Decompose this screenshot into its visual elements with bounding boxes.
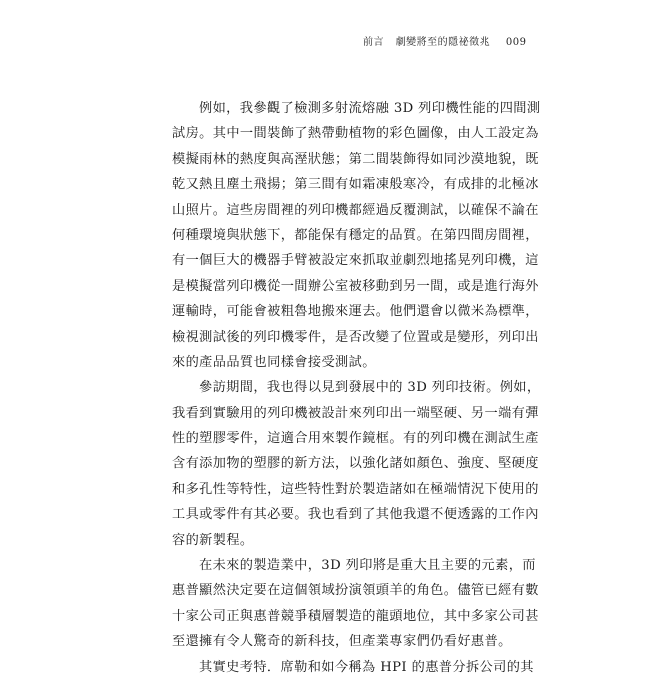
text-line: 我看到實驗用的列印機被設計來列印出一端堅硬、另一端有彈 — [172, 405, 539, 421]
running-head-title: 劇變將至的隱祕徵兆 — [395, 37, 491, 48]
text-line: 至還擁有令人驚奇的新科技，但產業專家們仍看好惠普。 — [172, 634, 512, 650]
text-line: 山照片。這些房間裡的列印機都經過反覆測試，以確保不論在 — [172, 202, 539, 218]
text-line: 和多孔性等特性，這些特性對於製造諸如在極端情況下使用的 — [172, 481, 539, 497]
text-line: 運輸時，可能會被粗魯地搬來運去。他們還會以微米為標準， — [172, 304, 539, 320]
text-line: 是模擬當列印機從一間辦公室被移動到另一間，或是進行海外 — [172, 278, 539, 294]
text-line: 其實史考特．席勒和如今稱為 HPI 的惠普分拆公司的其 — [199, 659, 534, 675]
text-line: 檢視測試後的列印機零件，是否改變了位置或是變形，列印出 — [172, 329, 539, 345]
text-line: 有一個巨大的機器手臂被設定來抓取並劇烈地搖晃列印機，這 — [172, 253, 539, 269]
text-line: 試房。其中一間裝飾了熱帶動植物的彩色圖像，由人工設定為 — [172, 126, 539, 142]
text-line: 乾又熱且塵土飛揚；第三間有如霜凍般寒冷，有成排的北極冰 — [172, 177, 539, 193]
text-line: 何種環境與狀態下，都能保有穩定的品質。在第四間房間裡， — [172, 227, 539, 243]
running-head-section: 前言 — [363, 37, 384, 48]
running-head — [363, 33, 526, 48]
text-line: 十家公司正與惠普競爭積層製造的龍頭地位，其中多家公司甚 — [172, 608, 539, 624]
body-text — [172, 96, 541, 680]
text-line: 模擬雨林的熱度與高溼狀態；第二間裝飾得如同沙漠地貌，既 — [172, 151, 539, 167]
text-line: 例如，我參觀了檢測多射流熔融 3D 列印機性能的四間測 — [199, 101, 541, 116]
text-line: 惠普顯然決定要在這個領域扮演領頭羊的角色。儘管已經有數 — [172, 583, 539, 599]
text-line: 參訪期間，我也得以見到發展中的 3D 列印技術。例如， — [199, 380, 541, 396]
text-line: 來的產品品質也同樣會接受測試。 — [172, 354, 376, 370]
text-line: 含有添加物的塑膠的新方法，以強化諸如顏色、強度、堅硬度 — [172, 456, 539, 472]
text-line: 在未來的製造業中，3D 列印將是重大且主要的元素，而 — [199, 558, 536, 574]
page-number: 009 — [505, 37, 527, 48]
text-line: 性的塑膠零件，這適合用來製作鏡框。有的列印機在測試生產 — [172, 431, 539, 447]
text-line: 工具或零件有其必要。我也看到了其他我還不便透露的工作內 — [172, 507, 539, 523]
text-line: 容的新製程。 — [172, 532, 254, 548]
